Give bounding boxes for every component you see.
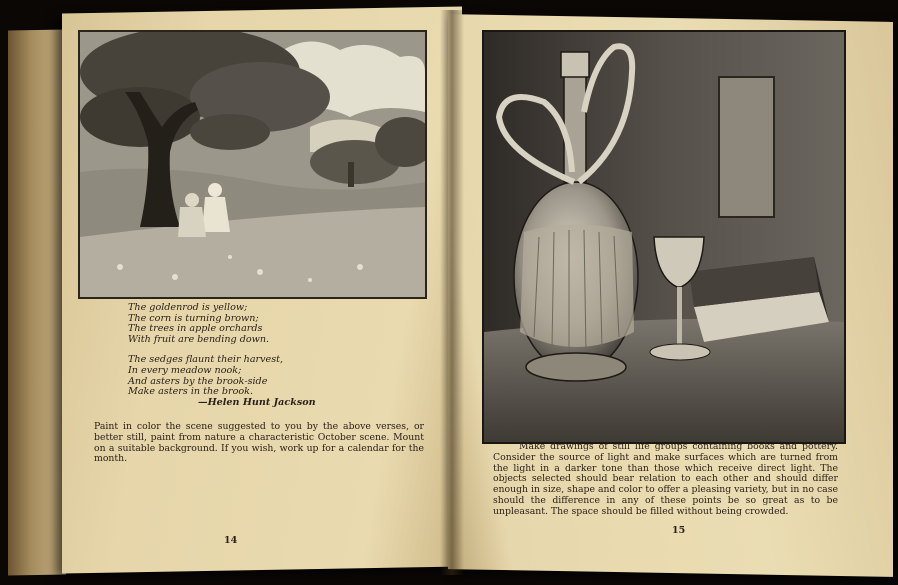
autumn-scene-illustration (78, 30, 427, 299)
poem-line: In every meadow nook; (128, 364, 242, 376)
poem-line: With fruit are bending down. (128, 333, 270, 345)
left-page-instruction: Paint in color the scene suggested to you by the above verses, or better still, paint from nature a characteristic October scene. Mount on a suitable background. If you wish, work up for a calendar for the month. (94, 421, 424, 465)
page-number-left: 14 (224, 535, 238, 546)
poem-author: —Helen Hunt Jackson (198, 396, 316, 408)
book-gutter (440, 10, 464, 575)
poem-line: The trees in apple orchards (128, 323, 263, 335)
poem-line: Make asters in the brook. (128, 386, 254, 398)
poem-line: The goldenrod is yellow; (128, 302, 248, 313)
poem-line: And asters by the brook-side (128, 375, 268, 387)
page-number-right: 15 (672, 525, 686, 536)
page-stack-edge (8, 29, 66, 575)
poem-stanza-1 (128, 303, 388, 345)
right-page-instruction: Make drawings of still life groups containing books and pottery. Consider the source of light and make surfaces which are turned from the light in a darker tone than those which receive direct light. The objects selected should bear relation to each other and should differ enough in size, shape and color to offer a pleasing variety, but in no case should the difference in any of these points be so great as to be unpleasant. The space should be filled without being crowded. (493, 441, 838, 517)
poem-line: The sedges flaunt their harvest, (128, 354, 284, 366)
poem (128, 303, 388, 408)
poem-stanza-2 (128, 355, 388, 397)
poem-line: The corn is turning brown; (128, 312, 259, 324)
still-life-illustration (482, 30, 846, 444)
